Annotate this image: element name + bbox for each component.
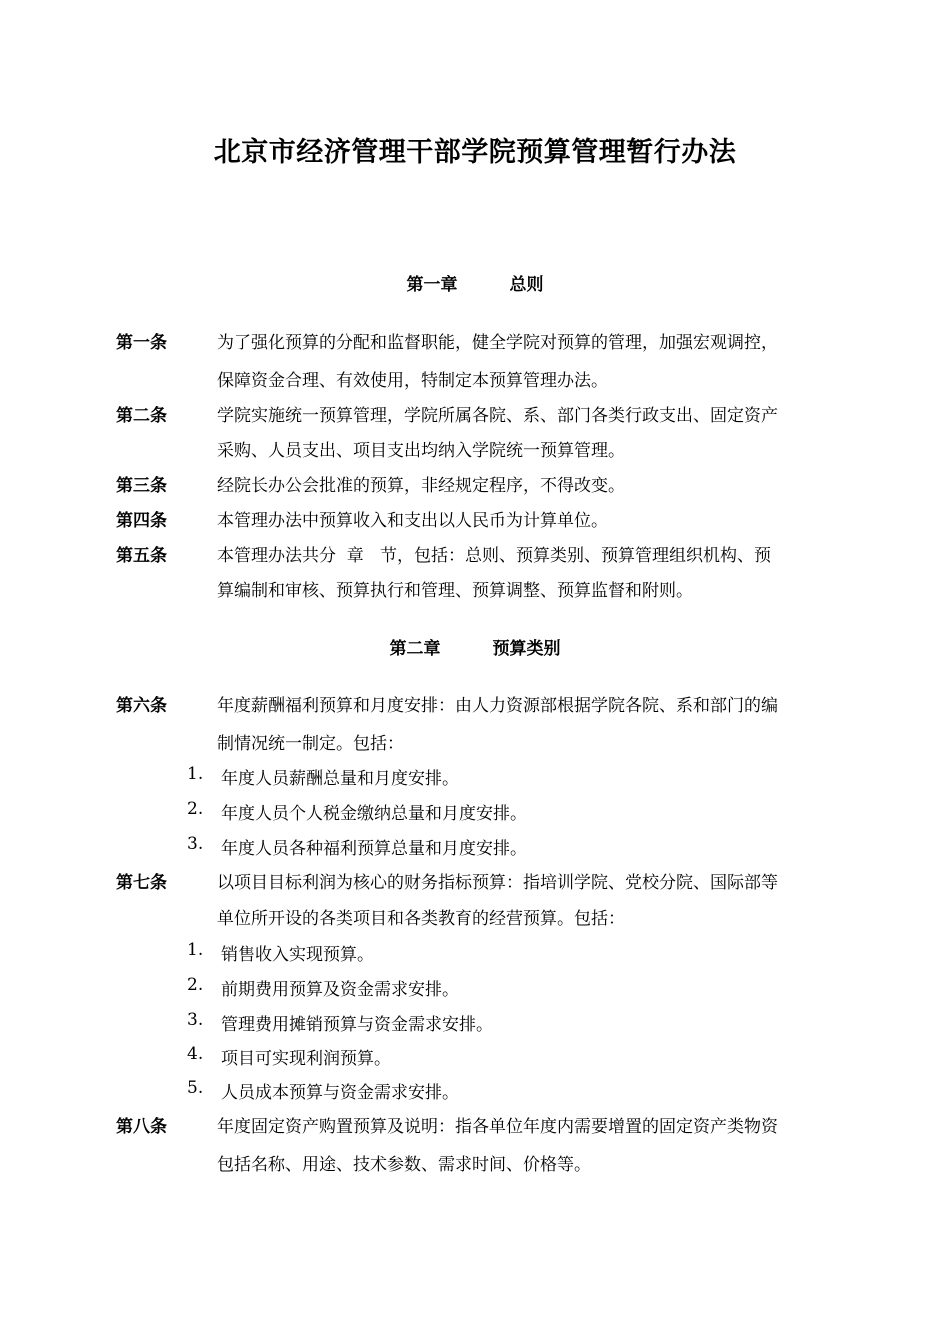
article-7-item-4-number: 4.: [187, 1044, 204, 1064]
article-7-item-3-text: 管理费用摊销预算与资金需求安排。: [221, 1015, 493, 1035]
chapter-2-heading: [0, 634, 950, 659]
article-6-line-2: 制情况统一制定。包括：: [217, 734, 404, 754]
article-7-item-4-text: 项目可实现利润预算。: [221, 1049, 391, 1069]
article-4-line-1: 本管理办法中预算收入和支出以人民币为计算单位。: [217, 511, 608, 531]
article-6-item-2-number: 2.: [187, 799, 204, 819]
article-1-line-1: 为了强化预算的分配和监督职能，健全学院对预算的管理，加强宏观调控，: [217, 333, 778, 353]
article-6-item-1-text: 年度人员薪酬总量和月度安排。: [221, 769, 459, 789]
article-1-label: 第一条: [116, 333, 167, 353]
chapter-2-name: 预算类别: [492, 639, 561, 659]
chapter-2-label: 第二章: [389, 639, 441, 659]
document-title: 北京市经济管理干部学院预算管理暂行办法: [213, 137, 737, 168]
article-5-line-1: 本管理办法共分 章 节，包括：总则、预算类别、预算管理组织机构、预: [217, 546, 772, 566]
article-1-line-2: 保障资金合理、有效使用，特制定本预算管理办法。: [217, 371, 608, 391]
article-7-item-5-text: 人员成本预算与资金需求安排。: [221, 1083, 459, 1103]
article-7-label: 第七条: [116, 873, 167, 893]
article-6-line-1: 年度薪酬福利预算和月度安排：由人力资源部根据学院各院、系和部门的编: [217, 696, 778, 716]
article-2-line-1: 学院实施统一预算管理，学院所属各院、系、部门各类行政支出、固定资产: [217, 406, 778, 426]
article-6-item-2-text: 年度人员个人税金缴纳总量和月度安排。: [221, 804, 527, 824]
article-8-line-1: 年度固定资产购置预算及说明：指各单位年度内需要增置的固定资产类物资: [217, 1117, 778, 1137]
article-7-item-5-number: 5.: [187, 1078, 204, 1098]
article-6-item-1-number: 1.: [187, 764, 204, 784]
article-7-item-2-number: 2.: [187, 975, 204, 995]
article-6-label: 第六条: [116, 696, 167, 716]
article-3-label: 第三条: [116, 476, 167, 496]
article-5-label: 第五条: [116, 546, 167, 566]
article-7-item-1-number: 1.: [187, 940, 204, 960]
article-4-label: 第四条: [116, 511, 167, 531]
article-7-item-3-number: 3.: [187, 1010, 204, 1030]
chapter-1-heading: [0, 270, 950, 295]
article-6-item-3-number: 3.: [187, 834, 204, 854]
article-2-line-2: 采购、人员支出、项目支出均纳入学院统一预算管理。: [217, 441, 625, 461]
article-8-label: 第八条: [116, 1117, 167, 1137]
article-7-line-1: 以项目目标利润为核心的财务指标预算：指培训学院、党校分院、国际部等: [217, 873, 778, 893]
article-6-item-3-text: 年度人员各种福利预算总量和月度安排。: [221, 839, 527, 859]
chapter-1-label: 第一章: [406, 275, 458, 295]
article-5-line-2: 算编制和审核、预算执行和管理、预算调整、预算监督和附则。: [217, 581, 693, 601]
chapter-1-name: 总则: [509, 275, 544, 295]
article-7-item-1-text: 销售收入实现预算。: [221, 945, 374, 965]
article-7-item-2-text: 前期费用预算及资金需求安排。: [221, 980, 459, 1000]
article-7-line-2: 单位所开设的各类项目和各类教育的经营预算。包括：: [217, 909, 625, 929]
article-3-line-1: 经院长办公会批准的预算，非经规定程序，不得改变。: [217, 476, 625, 496]
article-2-label: 第二条: [116, 406, 167, 426]
article-8-line-2: 包括名称、用途、技术参数、需求时间、价格等。: [217, 1155, 591, 1175]
